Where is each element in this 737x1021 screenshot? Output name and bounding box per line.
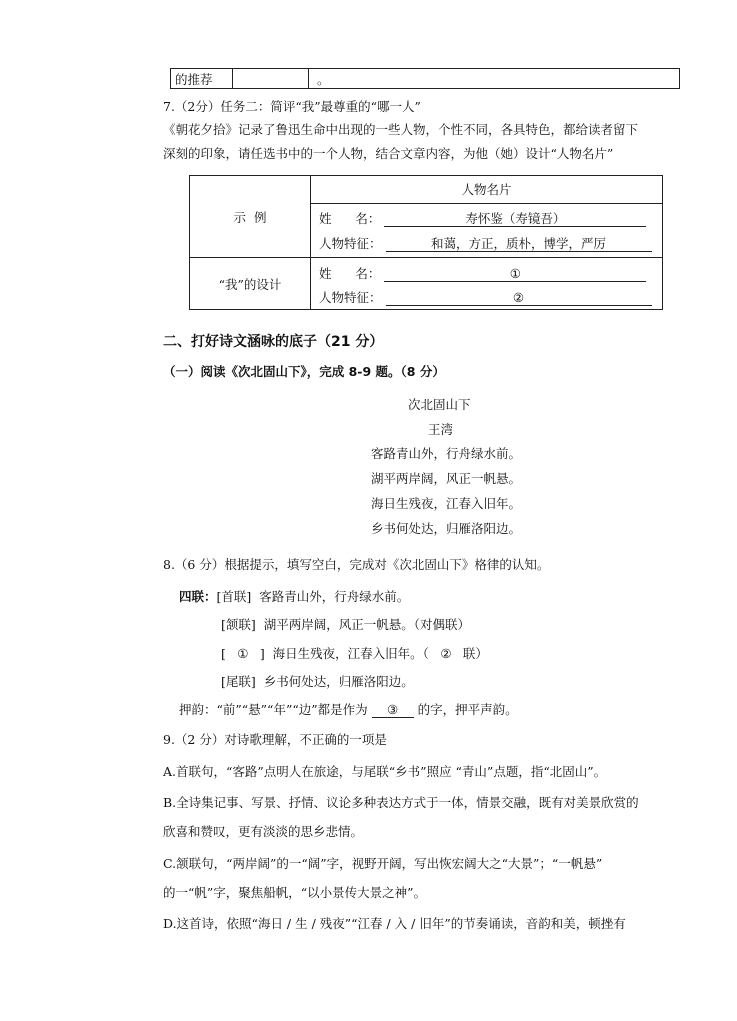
example-traits-row	[319, 234, 652, 252]
q9-option-c-line2: 的一“帆”字，聚焦船帆，“以小景传大景之神”。	[163, 885, 427, 900]
poem-line-3: 海日生残夜，江春入旧年。	[371, 496, 522, 511]
my-name-label: 姓 名：	[319, 266, 381, 281]
q8-blank-1[interactable]: ①	[237, 646, 249, 661]
my-name-blank[interactable]: ①	[384, 266, 646, 282]
q9-option-d-line1[interactable]: D.这首诗，依照“海日 / 生 / 残夜”“江春 / 入 / 旧年”的节奏诵读，音韵和美，顿挫有	[163, 916, 626, 931]
recommend-answer-end: 。	[317, 71, 330, 87]
example-traits-label: 人物特征：	[319, 236, 382, 251]
section2-sub1: （一）阅读《次北固山下》，完成 8-9 题。（8 分）	[163, 364, 445, 379]
q9-option-a[interactable]: A.首联句，“客路”点明人在旅途，与尾联“乡书”照应 “青山”点题，指“北固山”。	[163, 764, 607, 779]
poem-line-1: 客路青山外，行舟绿水前。	[371, 446, 522, 461]
poem-line-4: 乡书何处达，归雁洛阳边。	[371, 521, 522, 536]
example-name-value: 寿怀鉴（寿镜吾）	[384, 211, 646, 227]
my-design-label: “我”的设计	[218, 276, 282, 292]
q8-third-row	[221, 644, 488, 662]
section2-title: 二、打好诗文涵咏的底子（21 分）	[163, 334, 384, 350]
card-title: 人物名片	[311, 176, 662, 204]
q9-option-c-line1[interactable]: C.颔联句，“两岸阔”的一“阔”字，视野开阔，写出恢宏阔大之“大景”；“一帆悬”	[163, 856, 603, 871]
q8-third-end: 联）	[462, 646, 488, 661]
character-card-table	[189, 175, 663, 310]
q8-weilian: [尾联] 乡书何处达，归雁洛阳边。	[221, 674, 414, 689]
example-label: 示 例	[233, 209, 267, 225]
recommend-label-cell	[171, 69, 233, 89]
q9-header: 9.（2 分）对诗歌理解，不正确的一项是	[163, 732, 387, 747]
q9-option-b-line2: 欣喜和赞叹，更有淡淡的思乡悲情。	[163, 824, 364, 839]
example-card-cell	[311, 176, 663, 258]
example-label-cell	[190, 176, 311, 258]
my-design-label-cell	[190, 258, 311, 310]
q8-sihlian-label: 四联：	[179, 589, 217, 604]
q7-header: 7.（2分）任务二：简评“我”最尊重的“哪一人”	[163, 99, 421, 114]
q8-rhyme-row	[179, 700, 518, 718]
my-traits-row	[319, 288, 652, 306]
q7-prompt-line1: 《朝花夕拾》记录了鲁迅生命中出现的一些人物，个性不同，各具特色，都给读者留下	[163, 122, 639, 137]
q8-blank-2[interactable]: ②	[440, 646, 452, 661]
q8-rhyme-suffix: 的字，押平声韵。	[417, 702, 518, 717]
q8-shoulian-row	[179, 587, 409, 605]
q7-prompt-line2: 深刻的印象，请任选书中的一个人物，结合文章内容，为他（她）设计“人物名片”	[163, 146, 614, 161]
poem-line-2: 湖平两岸阔，风正一帆悬。	[371, 471, 522, 486]
my-traits-blank[interactable]: ②	[386, 290, 652, 306]
q8-blank-3[interactable]: ③	[372, 702, 414, 718]
q8-shoulian: [首联] 客路青山外，行舟绿水前。	[216, 589, 410, 604]
q8-header: 8.（6 分）根据提示，填写空白，完成对《次北固山下》格律的认知。	[163, 557, 550, 572]
recommend-answer-cell	[309, 69, 680, 89]
recommend-empty-cell	[233, 69, 309, 89]
my-name-row	[319, 264, 646, 282]
q8-hanlian: [颔联] 湖平两岸阔，风正一帆悬。（对偶联）	[221, 617, 470, 632]
poem-title: 次北固山下	[408, 397, 471, 412]
my-design-card-cell	[311, 258, 663, 310]
recommend-table-row	[170, 68, 680, 89]
poem-author: 王湾	[428, 422, 454, 437]
my-traits-label: 人物特征：	[319, 290, 382, 305]
example-name-label: 姓 名：	[319, 211, 381, 226]
q8-third-text: ] 海日生残夜，江春入旧年。（	[259, 646, 429, 661]
q9-option-b-line1[interactable]: B.全诗集记事、写景、抒情、议论多种表达方式于一体，情景交融，既有对美景欣赏的	[163, 795, 639, 810]
q8-rhyme-prefix: 押韵：“前”“悬”“年”“边”都是作为	[179, 702, 368, 717]
recommend-label: 的推荐	[175, 71, 213, 87]
example-name-row	[319, 209, 646, 227]
example-traits-value: 和蔼，方正，质朴，博学，严厉	[386, 236, 652, 252]
q8-third-bracket-open: [	[221, 646, 226, 661]
